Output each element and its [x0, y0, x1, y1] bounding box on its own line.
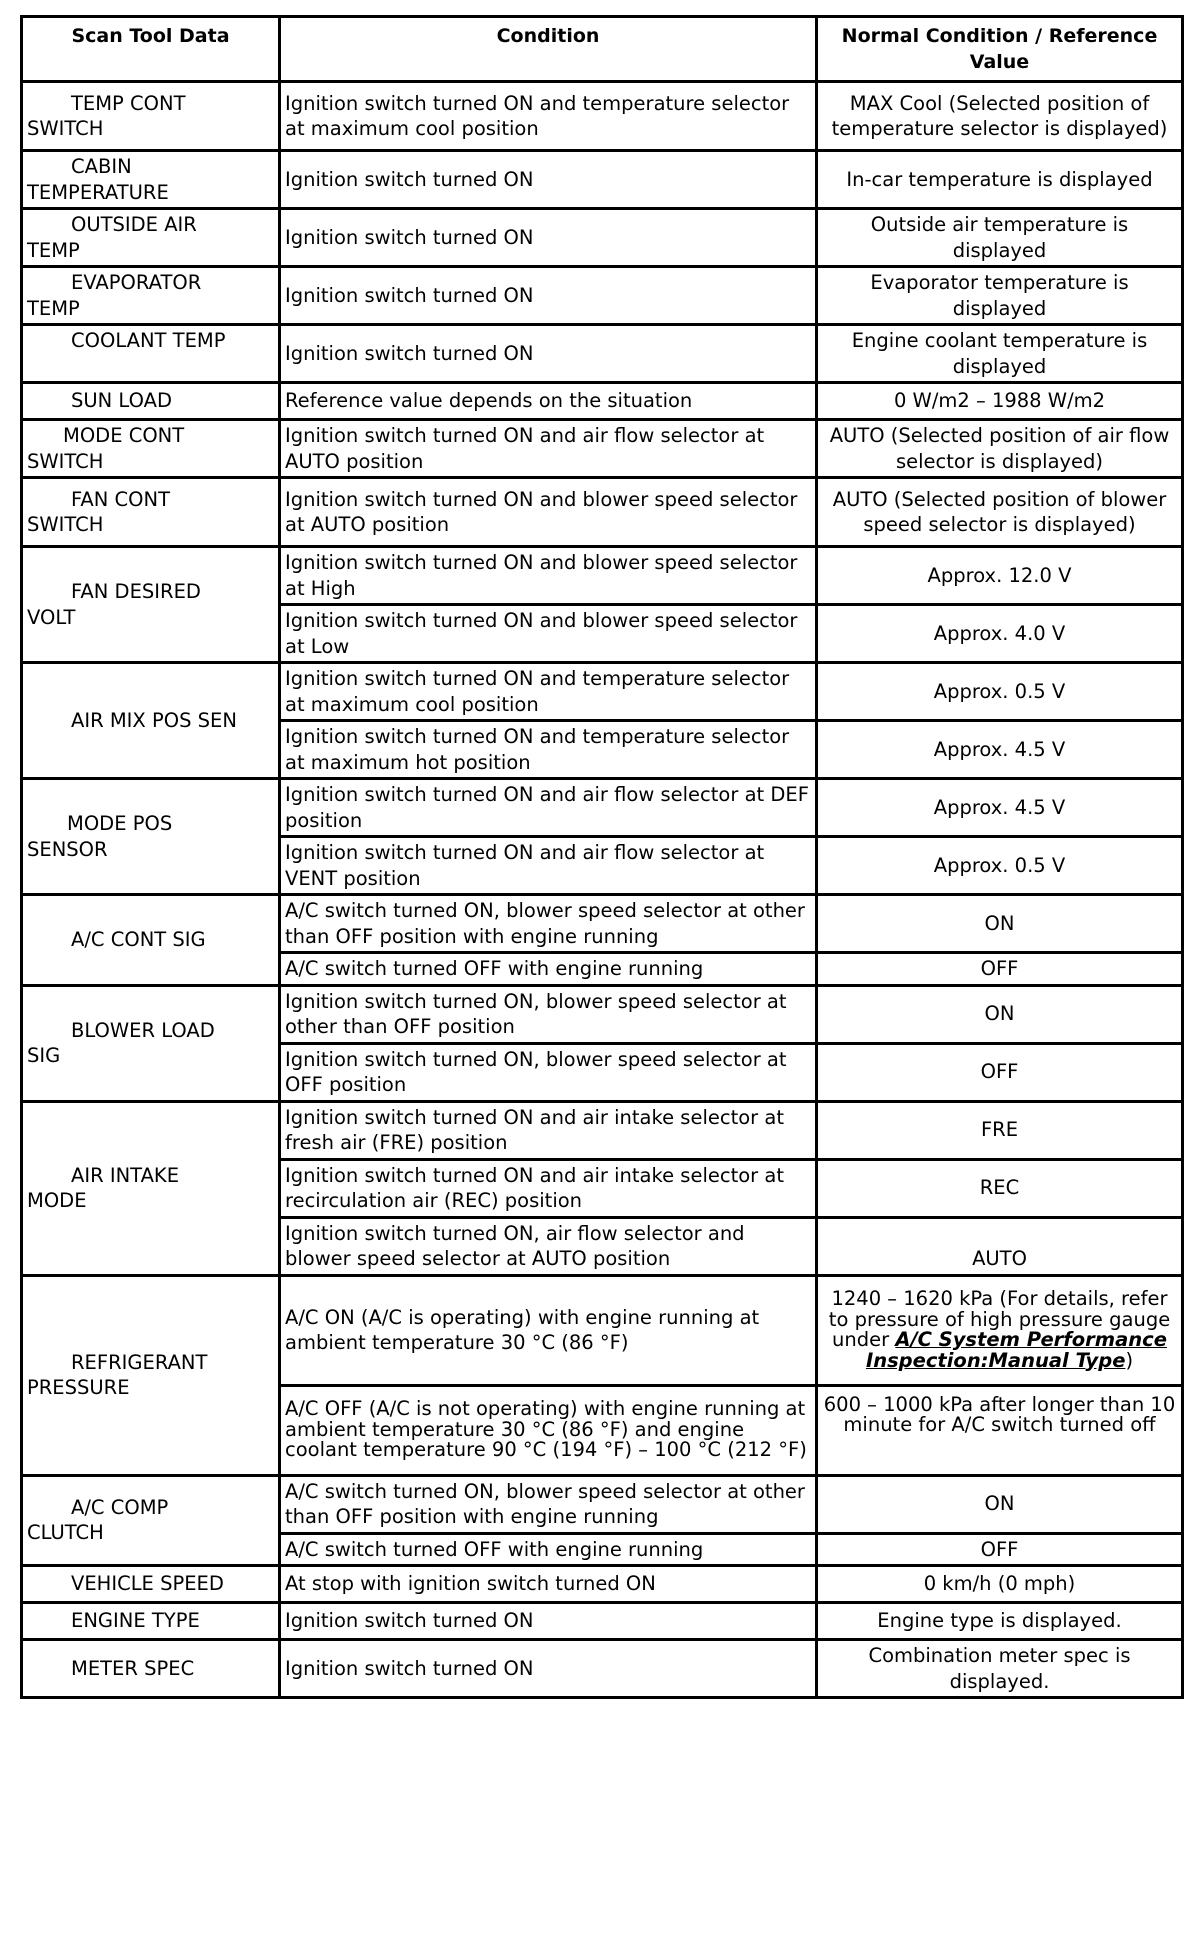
- item-name: COOLANT TEMP: [22, 325, 280, 383]
- scan-tool-data-table: [20, 15, 1184, 1699]
- condition-cell: A/C switch turned OFF with engine running: [280, 1533, 817, 1566]
- table-row: [22, 209, 1183, 267]
- condition-cell: A/C ON (A/C is operating) with engine running at ambient temperature 30 °C (86 °F): [280, 1275, 817, 1385]
- table-row: [22, 1275, 1183, 1385]
- item-name: BLOWER LOAD SIG: [22, 985, 280, 1101]
- item-name: MODE CONT SWITCH: [22, 420, 280, 478]
- header-reference-value: Normal Condition / Reference Value: [817, 17, 1183, 82]
- condition-cell: Ignition switch turned ON: [280, 209, 817, 267]
- table-row: [22, 151, 1183, 209]
- item-name: A/C CONT SIG: [22, 895, 280, 986]
- table-row: [22, 663, 1183, 721]
- reference-value-cell: ON: [817, 985, 1183, 1043]
- reference-value-cell: Approx. 0.5 V: [817, 837, 1183, 895]
- condition-cell: Ignition switch turned ON and blower speed selector at Low: [280, 605, 817, 663]
- table-row: [22, 1640, 1183, 1698]
- reference-value-cell: Evaporator temperature is displayed: [817, 267, 1183, 325]
- item-name: EVAPORATOR TEMP: [22, 267, 280, 325]
- condition-cell: Ignition switch turned ON: [280, 325, 817, 383]
- item-name: REFRIGERANT PRESSURE: [22, 1275, 280, 1475]
- reference-value-cell: AUTO (Selected position of air flow selector is displayed): [817, 420, 1183, 478]
- item-name: A/C COMP CLUTCH: [22, 1475, 280, 1566]
- item-name: MODE POS SENSOR: [22, 779, 280, 895]
- reference-value-cell: ON: [817, 895, 1183, 953]
- condition-cell: Ignition switch turned ON: [280, 151, 817, 209]
- item-name: SUN LOAD: [22, 383, 280, 420]
- reference-value-cell: Outside air temperature is displayed: [817, 209, 1183, 267]
- condition-cell: Ignition switch turned ON and blower speed selector at AUTO position: [280, 478, 817, 547]
- reference-value-cell: AUTO (Selected position of blower speed selector is displayed): [817, 478, 1183, 547]
- item-name: ENGINE TYPE: [22, 1603, 280, 1640]
- reference-value-cell: ON: [817, 1475, 1183, 1533]
- reference-value-cell: Engine coolant temperature is displayed: [817, 325, 1183, 383]
- reference-value-cell: OFF: [817, 1533, 1183, 1566]
- table-row: [22, 547, 1183, 605]
- reference-value-cell: Approx. 0.5 V: [817, 663, 1183, 721]
- item-name: OUTSIDE AIR TEMP: [22, 209, 280, 267]
- item-name: METER SPEC: [22, 1640, 280, 1698]
- item-name: FAN DESIRED VOLT: [22, 547, 280, 663]
- reference-value-cell: Engine type is displayed.: [817, 1603, 1183, 1640]
- condition-cell: A/C switch turned OFF with engine running: [280, 953, 817, 986]
- table-row: [22, 383, 1183, 420]
- condition-cell: Ignition switch turned ON: [280, 267, 817, 325]
- reference-value-cell: 0 km/h (0 mph): [817, 1566, 1183, 1603]
- table-row: [22, 82, 1183, 151]
- table-row: [22, 478, 1183, 547]
- table-row: [22, 779, 1183, 837]
- reference-value-cell: In-car temperature is displayed: [817, 151, 1183, 209]
- condition-cell: Ignition switch turned ON and air flow selector at VENT position: [280, 837, 817, 895]
- table-row: [22, 325, 1183, 383]
- condition-cell: Ignition switch turned ON and temperature selector at maximum hot position: [280, 721, 817, 779]
- ac-system-performance-inspection-link[interactable]: A/C System Performance Inspection:Manual Type: [865, 1328, 1167, 1372]
- reference-value-cell: AUTO: [817, 1217, 1183, 1275]
- reference-value-cell: 600 – 1000 kPa after longer than 10 minute for A/C switch turned off: [817, 1385, 1183, 1475]
- condition-cell: Ignition switch turned ON: [280, 1603, 817, 1640]
- reference-value-cell: Approx. 4.0 V: [817, 605, 1183, 663]
- condition-cell: Ignition switch turned ON and air intake selector at fresh air (FRE) position: [280, 1101, 817, 1159]
- reference-value-cell: OFF: [817, 953, 1183, 986]
- condition-cell: Ignition switch turned ON: [280, 1640, 817, 1698]
- item-name: FAN CONT SWITCH: [22, 478, 280, 547]
- table-row: [22, 1566, 1183, 1603]
- condition-cell: Ignition switch turned ON and temperature selector at maximum cool position: [280, 663, 817, 721]
- header-row: [22, 17, 1183, 82]
- condition-cell: Ignition switch turned ON, blower speed selector at OFF position: [280, 1043, 817, 1101]
- item-name: AIR MIX POS SEN: [22, 663, 280, 779]
- item-name: VEHICLE SPEED: [22, 1566, 280, 1603]
- condition-cell: Ignition switch turned ON, blower speed selector at other than OFF position: [280, 985, 817, 1043]
- condition-cell: A/C switch turned ON, blower speed selector at other than OFF position with engine running: [280, 895, 817, 953]
- table-row: [22, 1475, 1183, 1533]
- reference-value-cell: 1240 – 1620 kPa (For details, refer to pressure of high pressure gauge under A/C System Performance Inspection:Manual Type): [817, 1275, 1183, 1385]
- condition-cell: Ignition switch turned ON and blower speed selector at High: [280, 547, 817, 605]
- condition-cell: Ignition switch turned ON and air flow selector at AUTO position: [280, 420, 817, 478]
- condition-cell: Ignition switch turned ON and air flow selector at DEF position: [280, 779, 817, 837]
- table-row: [22, 1603, 1183, 1640]
- reference-value-cell: 0 W/m2 – 1988 W/m2: [817, 383, 1183, 420]
- condition-cell: A/C switch turned ON, blower speed selector at other than OFF position with engine running: [280, 1475, 817, 1533]
- item-name: CABIN TEMPERATURE: [22, 151, 280, 209]
- reference-value-cell: Approx. 4.5 V: [817, 779, 1183, 837]
- header-scan-tool-data: Scan Tool Data: [22, 17, 280, 82]
- table-row: [22, 895, 1183, 953]
- reference-value-cell: OFF: [817, 1043, 1183, 1101]
- item-name: AIR INTAKE MODE: [22, 1101, 280, 1275]
- reference-value-cell: Combination meter spec is displayed.: [817, 1640, 1183, 1698]
- reference-value-cell: REC: [817, 1159, 1183, 1217]
- condition-cell: Reference value depends on the situation: [280, 383, 817, 420]
- table-row: [22, 985, 1183, 1043]
- condition-cell: Ignition switch turned ON, air flow selector and blower speed selector at AUTO position: [280, 1217, 817, 1275]
- header-condition: Condition: [280, 17, 817, 82]
- reference-value-cell: FRE: [817, 1101, 1183, 1159]
- condition-cell: A/C OFF (A/C is not operating) with engine running at ambient temperature 30 °C (86 °F) and engine coolant temperature 90 °C (194 °F) – 100 °C (212 °F): [280, 1385, 817, 1475]
- table-row: [22, 267, 1183, 325]
- condition-cell: Ignition switch turned ON and temperature selector at maximum cool position: [280, 82, 817, 151]
- reference-value-cell: MAX Cool (Selected position of temperature selector is displayed): [817, 82, 1183, 151]
- reference-value-cell: Approx. 4.5 V: [817, 721, 1183, 779]
- table-row: [22, 420, 1183, 478]
- item-name: TEMP CONT SWITCH: [22, 82, 280, 151]
- condition-cell: Ignition switch turned ON and air intake selector at recirculation air (REC) position: [280, 1159, 817, 1217]
- table-row: [22, 1101, 1183, 1159]
- reference-value-cell: Approx. 12.0 V: [817, 547, 1183, 605]
- condition-cell: At stop with ignition switch turned ON: [280, 1566, 817, 1603]
